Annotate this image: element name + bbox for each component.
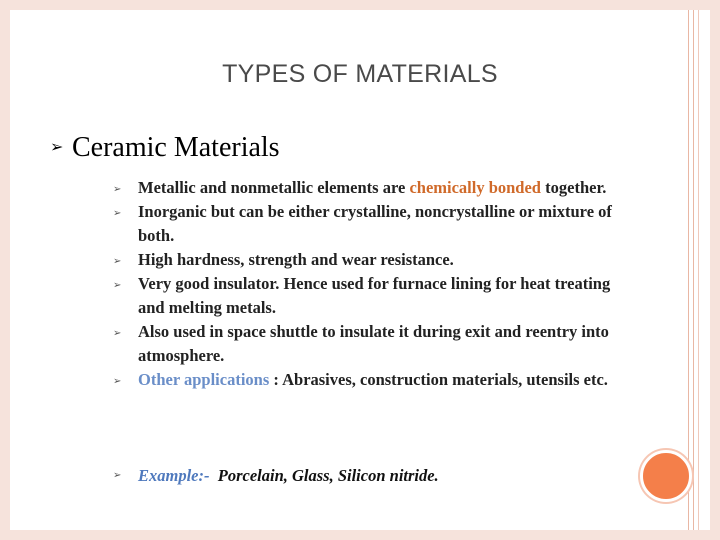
example-line [113,466,439,486]
list-item: ➢ High hardness, strength and wear resistance. [113,248,613,272]
slide [10,10,710,530]
arrowhead-bullet-icon: ➢ [113,256,122,267]
highlighted-term: chemically bonded [409,178,541,197]
list-item: ➢ Other applications : Abrasives, construction materials, utensils etc. [113,368,613,392]
list-item: ➢ Inorganic but can be either crystalline, noncrystalline or mixture of both. [113,202,612,245]
arrowhead-bullet-icon: ➢ [113,280,122,291]
section-heading [50,132,280,164]
section-heading-text: Ceramic Materials [72,132,280,163]
arrowhead-bullet-icon: ➢ [113,208,122,219]
arrowhead-bullet-icon: ➢ [113,328,122,339]
arrowhead-bullet-icon: ➢ [113,184,122,195]
list-item: ➢ Very good insulator. Hence used for furnace lining for heat treating and melting metals. [113,274,611,317]
example-label: Example:- [138,466,210,485]
list-item: ➢ Metallic and nonmetallic elements are chemically bonded together. [113,176,613,200]
example-text: Porcelain, Glass, Silicon nitride. [209,466,439,485]
decorative-circle [640,450,692,502]
arrowhead-bullet-icon: ➢ [50,137,64,157]
arrowhead-bullet-icon: ➢ [113,376,122,387]
slide-title: TYPES OF MATERIALS [222,60,498,88]
list-item: ➢ Also used in space shuttle to insulate it during exit and reentry into atmosphere. [113,322,609,365]
arrowhead-bullet-icon: ➢ [113,470,122,481]
bullet-list [113,176,613,392]
highlighted-term: Other applications [138,370,270,389]
